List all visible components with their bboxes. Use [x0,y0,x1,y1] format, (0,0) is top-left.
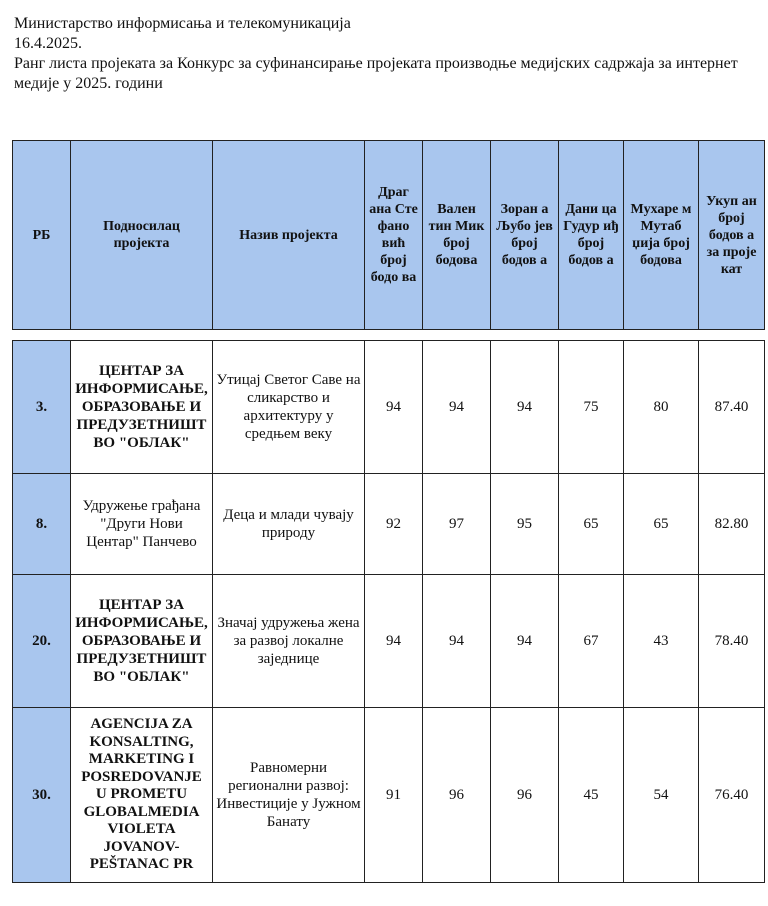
col-header-judge-2: Вален тин Мик број бодова [423,141,491,330]
cell-score-2: 94 [423,341,491,474]
cell-score-3: 94 [491,575,559,708]
document-title: Ранг листа пројеката за Конкурс за суфинансирање пројеката производње медијских садржаја за интернет медије у 2025. години [14,55,738,92]
cell-total: 78.40 [699,575,765,708]
cell-total: 82.80 [699,474,765,575]
col-header-judge-5: Мухаре м Мутаб џија број бодова [624,141,699,330]
col-header-rb: РБ [13,141,71,330]
cell-score-2: 96 [423,708,491,883]
cell-score-4: 67 [559,575,624,708]
cell-applicant: ЦЕНТАР ЗА ИНФОРМИСАЊЕ, ОБРАЗОВАЊЕ И ПРЕДУЗЕТНИШТВО "ОБЛАК" [71,575,213,708]
cell-applicant: ЦЕНТАР ЗА ИНФОРМИСАЊЕ, ОБРАЗОВАЊЕ И ПРЕДУЗЕТНИШТВО "ОБЛАК" [71,341,213,474]
cell-rb: 8. [13,474,71,575]
cell-score-3: 95 [491,474,559,575]
cell-score-1: 94 [365,575,423,708]
ranking-table [12,140,765,883]
col-header-judge-1: Драг ана Сте фано вић број бодо ва [365,141,423,330]
row-gap [13,330,765,341]
table-row [13,341,765,474]
cell-project: Значај удружења жена за развој локалне заједнице [213,575,365,708]
cell-total: 87.40 [699,341,765,474]
cell-score-3: 94 [491,341,559,474]
header-row [13,141,765,330]
cell-score-5: 54 [624,708,699,883]
ministry-name: Министарство информисања и телекомуникација [14,15,351,32]
cell-score-4: 45 [559,708,624,883]
cell-project: Деца и млади чувају природу [213,474,365,575]
document-date: 16.4.2025. [14,35,82,52]
cell-total: 76.40 [699,708,765,883]
document-header [14,14,766,94]
cell-project: Равномерни регионални развој: Инвестиције у Јужном Банату [213,708,365,883]
table-row [13,575,765,708]
cell-score-5: 65 [624,474,699,575]
cell-project: Утицај Светог Саве на сликарство и архитектуру у средњем веку [213,341,365,474]
cell-score-1: 91 [365,708,423,883]
table-row [13,708,765,883]
col-header-total: Укуп ан број бодов а за проје кат [699,141,765,330]
cell-score-4: 65 [559,474,624,575]
cell-rb: 3. [13,341,71,474]
cell-rb: 30. [13,708,71,883]
cell-score-5: 43 [624,575,699,708]
table-row [13,474,765,575]
cell-applicant: Удружење грађана "Други Нови Центар" Панчево [71,474,213,575]
cell-score-4: 75 [559,341,624,474]
col-header-judge-3: Зоран а Љубо јев број бодов а [491,141,559,330]
cell-score-1: 94 [365,341,423,474]
cell-score-1: 92 [365,474,423,575]
cell-score-2: 97 [423,474,491,575]
cell-applicant: AGENCIJA ZA KONSALTING, MARKETING I POSREDOVANJE U PROMETU GLOBALMEDIA VIOLETA JOVANOV-PEŠTANAC PR [71,708,213,883]
col-header-applicant: Подносилац пројекта [71,141,213,330]
cell-score-5: 80 [624,341,699,474]
cell-score-3: 96 [491,708,559,883]
cell-score-2: 94 [423,575,491,708]
col-header-project: Назив пројекта [213,141,365,330]
col-header-judge-4: Дани ца Гудур иђ број бодов а [559,141,624,330]
cell-rb: 20. [13,575,71,708]
